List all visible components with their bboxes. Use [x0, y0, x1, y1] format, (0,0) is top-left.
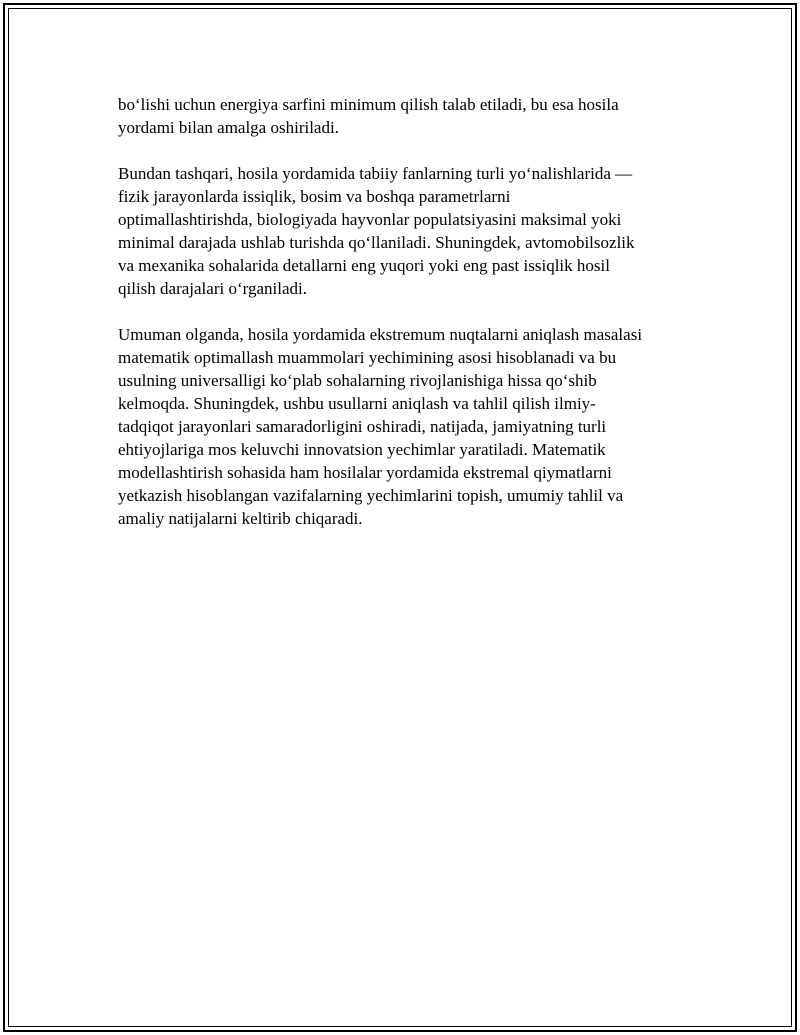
text-line: va mexanika sohalarida detallarni eng yuqori yoki eng past issiqlik hosil	[118, 256, 610, 275]
text-line: optimallashtirishda, biologiyada hayvonlar populatsiyasini maksimal yoki	[118, 210, 622, 229]
text-line: modellashtirish sohasida ham hosilalar yordamida ekstremal qiymatlarni	[118, 463, 612, 482]
text-line: tadqiqot jarayonlari samaradorligini oshiradi, natijada, jamiyatning turli	[118, 417, 607, 436]
text-line: yordami bilan amalga oshiriladi.	[118, 118, 339, 137]
document-body	[118, 93, 708, 553]
text-line: bo‘lishi uchun energiya sarfini minimum qilish talab etiladi, bu esa hosila	[118, 95, 619, 114]
text-line: matematik optimallash muammolari yechimining asosi hisoblanadi va bu	[118, 348, 617, 367]
text-line: kelmoqda. Shuningdek, ushbu usullarni aniqlash va tahlil qilish ilmiy-	[118, 394, 596, 413]
text-line: Bundan tashqari, hosila yordamida tabiiy fanlarning turli yo‘nalishlarida —	[118, 164, 633, 183]
text-line: yetkazish hisoblangan vazifalarning yechimlarini topish, umumiy tahlil va	[118, 486, 624, 505]
text-line: amaliy natijalarni keltirib chiqaradi.	[118, 509, 363, 528]
text-line: ehtiyojlariga mos keluvchi innovatsion yechimlar yaratiladi. Matematik	[118, 440, 606, 459]
text-line: fizik jarayonlarda issiqlik, bosim va boshqa parametrlarni	[118, 187, 511, 206]
text-line: minimal darajada ushlab turishda qo‘llaniladi. Shuningdek, avtomobilsozlik	[118, 233, 635, 252]
text-line: usulning universalligi ko‘plab sohalarning rivojlanishiga hissa qo‘shib	[118, 371, 597, 390]
paragraph-2	[118, 162, 708, 300]
paragraph-1	[118, 93, 708, 139]
text-line: Umuman olganda, hosila yordamida ekstremum nuqtalarni aniqlash masalasi	[118, 325, 643, 344]
paragraph-3	[118, 323, 708, 530]
text-line: qilish darajalari o‘rganiladi.	[118, 279, 307, 298]
